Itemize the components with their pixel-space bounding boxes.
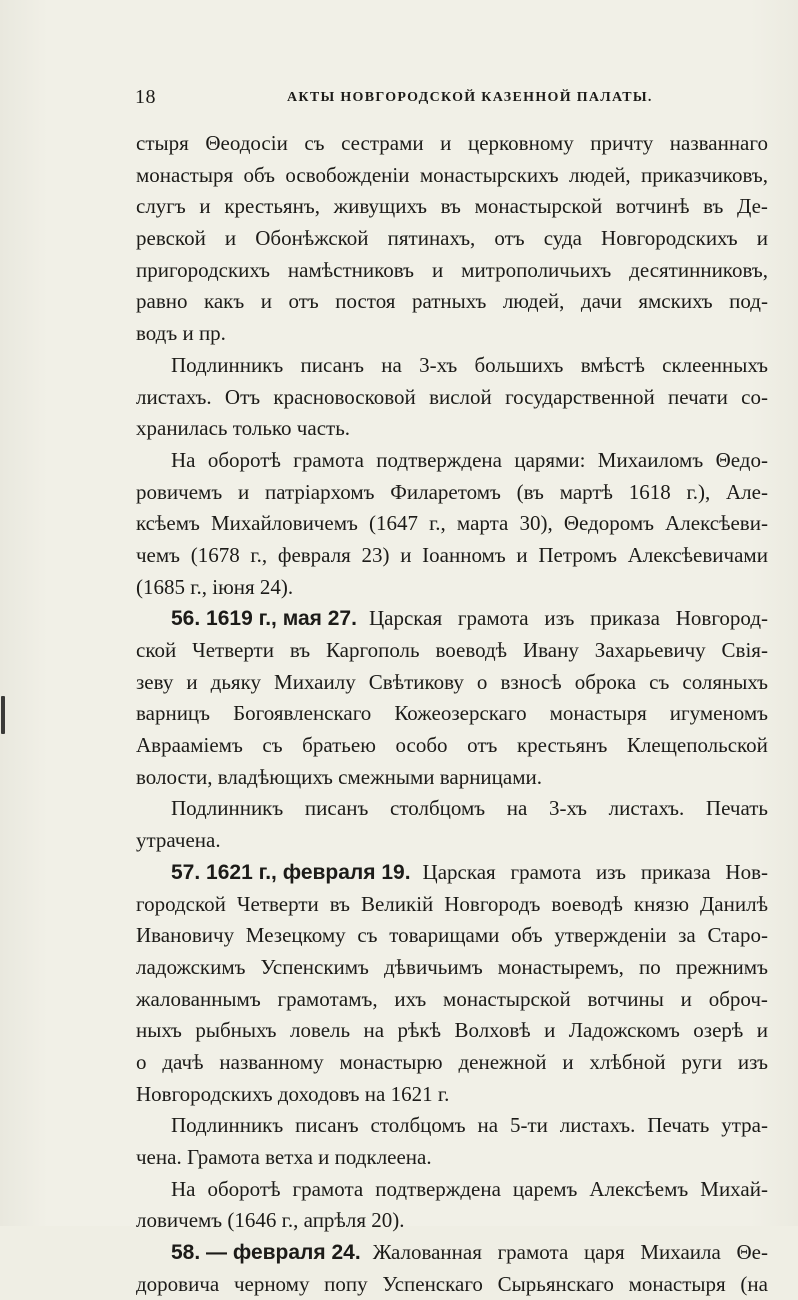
- text-line: [136, 128, 768, 160]
- text-line: [136, 667, 768, 699]
- line-text: ладожскимъ Успенскимъ дѣвичьимъ монастыремъ, по прежнимъ: [136, 954, 768, 979]
- entry-heading: 56. 1619 г., мая 27.: [171, 607, 357, 631]
- text-line: [136, 1047, 768, 1079]
- line-text: Жалованная грамота царя Михаила Θе-: [372, 1240, 768, 1265]
- binding-mark: [1, 696, 5, 734]
- text-line: [136, 825, 768, 857]
- text-line: [136, 984, 768, 1016]
- line-text: стыря Θеодосіи съ сестрами и церковному причту названнаго: [136, 131, 768, 155]
- text-line: [136, 1110, 768, 1142]
- line-text: ревской и Обонѣжской пятинахъ, отъ суда Новгородскихъ и: [136, 226, 768, 251]
- text-line: [136, 762, 768, 794]
- line-text: Подлинникъ писанъ на 3-хъ большихъ вмѣстѣ склеенныхъ: [171, 352, 768, 377]
- text-line: [136, 889, 768, 921]
- line-text: листахъ. Отъ красновосковой вислой государственной печати со-: [136, 384, 768, 409]
- line-text: Царская грамота изъ приказа Новгород-: [368, 606, 768, 631]
- text-line: [136, 1142, 768, 1174]
- line-text: Новгородскихъ доходовъ на 1621 г.: [136, 1081, 450, 1106]
- text-line: [136, 1205, 768, 1237]
- line-text: чемъ (1678 г., февраля 23) и Іоанномъ и Петромъ Алексѣевичами: [136, 542, 768, 567]
- line-text: Подлинникъ писанъ столбцомъ на 3-хъ листахъ. Печать: [171, 796, 768, 821]
- entry-heading: 57. 1621 г., февраля 19.: [171, 860, 411, 884]
- line-text: равно какъ и отъ постоя ратныхъ людей, дачи ямскихъ под-: [136, 289, 768, 314]
- text-line: [136, 255, 768, 287]
- page-header: [135, 86, 775, 116]
- line-text: пригородскихъ намѣстниковъ и митрополичьихъ десятинниковъ,: [136, 257, 768, 282]
- text-line: [136, 920, 768, 952]
- line-text: о дачѣ названному монастырю денежной и хлѣбной руги изъ: [136, 1049, 768, 1074]
- text-line: [136, 1079, 768, 1111]
- line-text: ской Четверти въ Каргополь воеводѣ Ивану Захарьевичу Свія-: [136, 638, 768, 662]
- line-text: (1685 г., іюня 24).: [136, 574, 294, 599]
- text-line: [136, 191, 768, 223]
- text-line: [136, 698, 768, 730]
- text-line: [136, 540, 768, 572]
- text-line: [136, 1015, 768, 1047]
- text-line: [136, 318, 768, 350]
- text-line: [136, 572, 768, 604]
- running-title: АКТЫ НОВГОРОДСКОЙ КАЗЕННОЙ ПАЛАТЫ.: [287, 90, 653, 105]
- line-text: На оборотѣ грамота подтверждена царемъ Алексѣемъ Михай-: [171, 1176, 768, 1201]
- line-text: На оборотѣ грамота подтверждена царями: Михаиломъ Θедо-: [171, 447, 768, 472]
- line-text: хранилась только часть.: [136, 416, 351, 441]
- line-text: ксѣемъ Михайловичемъ (1647 г., марта 30), Θедоромъ Алексѣеви-: [136, 511, 768, 536]
- text-line: [136, 635, 768, 667]
- line-text: жалованнымъ грамотамъ, ихъ монастырской вотчины и оброч-: [136, 986, 768, 1011]
- line-text: городской Четверти въ Великiй Новгородъ воеводѣ князю Данилѣ: [136, 891, 768, 916]
- line-text: волости, владѣющихъ смежными варницами.: [136, 764, 543, 789]
- text-line: [136, 445, 768, 477]
- text-line: [136, 223, 768, 255]
- text-line: [136, 730, 768, 762]
- text-line: [136, 382, 768, 414]
- line-text: слугъ и крестьянъ, живущихъ въ монастырской вотчинѣ въ Де-: [136, 194, 768, 219]
- line-text: водъ и пр.: [136, 321, 226, 346]
- line-text: варницъ Богоявленскаго Кожеозерскаго монастыря игуменомъ: [136, 701, 768, 726]
- line-text: зеву и дьяку Михаилу Свѣтикову о взносѣ оброка съ соляныхъ: [136, 669, 768, 694]
- text-line: [136, 952, 768, 984]
- text-line: [136, 1174, 768, 1206]
- text-line: [136, 1237, 768, 1269]
- line-text: Царская грамота изъ приказа Нов-: [422, 859, 768, 884]
- line-text: доровича черному попу Успенскаго Сырьянскаго монастыря (на: [136, 1271, 768, 1296]
- line-text: ловичемъ (1646 г., апрѣля 20).: [136, 1208, 405, 1233]
- line-text: Ивановичу Мезецкому съ товарищами объ утвержденіи за Старо-: [136, 923, 768, 948]
- text-line: [136, 1269, 768, 1300]
- page-number: 18: [135, 86, 156, 108]
- text-line: [136, 603, 768, 635]
- entry-heading: 58. — февраля 24.: [171, 1241, 361, 1265]
- text-line: [136, 857, 768, 889]
- line-text: монастыря объ освобожденіи монастырскихъ людей, приказчиковъ,: [136, 162, 768, 187]
- text-line: [136, 350, 768, 382]
- line-text: Подлинникъ писанъ столбцомъ на 5-ти листахъ. Печать утра-: [171, 1113, 768, 1138]
- text-line: [136, 793, 768, 825]
- line-text: ровичемъ и патріархомъ Филаретомъ (въ мартѣ 1618 г.), Але-: [136, 479, 768, 504]
- text-line: [136, 508, 768, 540]
- text-line: [136, 160, 768, 192]
- line-text: ныхъ рыбныхъ ловель на рѣкѣ Волховѣ и Ладожскомъ озерѣ и: [136, 1018, 768, 1043]
- line-text: утрачена.: [136, 828, 221, 853]
- text-line: [136, 477, 768, 509]
- text-line: [136, 413, 768, 445]
- line-text: чена. Грамота ветха и подклеена.: [136, 1145, 432, 1169]
- text-line: [136, 286, 768, 318]
- line-text: Авраамiемъ съ братьею особо отъ крестьянъ Клещепольской: [136, 733, 768, 758]
- body-text: [136, 128, 768, 1300]
